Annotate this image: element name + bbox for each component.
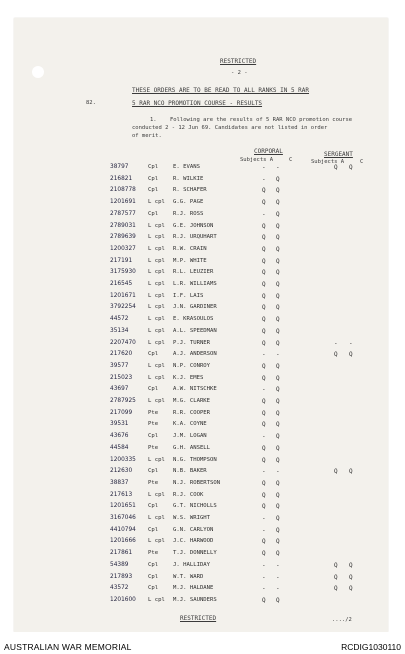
sergeant-a-result: Q: [334, 585, 338, 593]
service-number: 216821: [110, 175, 133, 182]
rank: Cpl: [148, 386, 159, 393]
corporal-a-result: -: [262, 351, 266, 359]
corporal-c-result: Q: [276, 550, 280, 558]
sergeant-c-result: -: [349, 339, 353, 347]
service-number: 1201671: [110, 292, 136, 299]
rank: L cpl: [148, 199, 165, 206]
rank: Cpl: [148, 503, 159, 510]
soldier-name: A.L. SPEEDMAN: [173, 327, 217, 334]
corporal-a-result: Q: [262, 550, 266, 558]
service-number: 2787577: [110, 210, 136, 217]
service-number: 215023: [110, 374, 133, 381]
corporal-c-result: Q: [276, 503, 280, 511]
service-number: 217613: [110, 491, 133, 498]
corporal-c-result: Q: [276, 210, 280, 218]
corporal-c-result: Q: [276, 304, 280, 312]
corporal-c-result: Q: [276, 421, 280, 429]
corporal-a-result: -: [262, 433, 266, 441]
corporal-c-result: Q: [276, 327, 280, 335]
corporal-a-result: -: [262, 386, 266, 394]
corporal-c-result: Q: [276, 444, 280, 452]
service-number: 2787925: [110, 398, 136, 404]
rank: Cpl: [148, 526, 159, 533]
soldier-name: R.J. ROSS: [173, 210, 204, 217]
rank: L cpl: [148, 491, 165, 498]
service-number: 217893: [110, 573, 133, 580]
para-line-3: of merit.: [132, 133, 162, 139]
soldier-name: R.L. LEUZIER: [173, 269, 214, 276]
soldier-name: E. KRASOULOS: [173, 316, 214, 323]
corporal-c-result: Q: [276, 222, 280, 230]
service-number: 217099: [110, 409, 133, 416]
corporal-c-result: Q: [276, 339, 280, 347]
soldier-name: R. WILKIE: [173, 175, 204, 182]
service-number: 4410794: [110, 526, 136, 533]
corporal-c-result: Q: [276, 374, 280, 382]
rank: Cpl: [148, 210, 159, 217]
rank: L cpl: [148, 222, 165, 229]
soldier-name: R. SCHAFER: [173, 187, 207, 194]
corporal-a-result: Q: [262, 491, 266, 499]
corporal-c-result: Q: [276, 515, 280, 522]
corporal-c-result: Q: [276, 398, 280, 405]
soldier-name: R.J. URQUHART: [173, 234, 217, 241]
corporal-a-result: Q: [262, 199, 266, 207]
corporal-a-result: Q: [262, 444, 266, 452]
service-number: 43676: [110, 433, 129, 440]
service-number: 38837: [110, 479, 129, 486]
corporal-c-result: Q: [276, 479, 280, 487]
soldier-name: N.B. BAKER: [173, 468, 207, 475]
corporal-a-result: Q: [262, 327, 266, 335]
corporal-a-result: Q: [262, 538, 266, 546]
corporal-c-result: Q: [276, 433, 280, 441]
soldier-name: I.F. LAIS: [173, 292, 204, 299]
rank: L cpl: [148, 316, 165, 323]
soldier-name: J.N. GARDINER: [173, 304, 217, 311]
corporal-c-result: Q: [276, 316, 280, 324]
corporal-a-result: -: [262, 526, 266, 534]
punch-hole: [32, 66, 44, 78]
soldier-name: G.T. NICHOLLS: [173, 503, 217, 510]
corporal-a-result: Q: [262, 281, 266, 288]
document-page: [14, 18, 388, 632]
corporal-a-result: Q: [262, 362, 266, 370]
soldier-name: M.J. HALDANE: [173, 585, 214, 592]
soldier-name: N.J. ROBERTSON: [173, 479, 221, 486]
service-number: 44584: [110, 444, 129, 451]
corporal-a-result: -: [262, 175, 266, 183]
soldier-name: J.M. LOGAN: [173, 433, 207, 440]
corporal-c-result: Q: [276, 526, 280, 534]
corporal-c-result: Q: [276, 292, 280, 300]
corporal-c-result: Q: [276, 257, 280, 265]
sergeant-c-result: Q: [349, 573, 353, 581]
soldier-name: W.T. WARD: [173, 573, 204, 580]
corporal-a-result: -: [262, 468, 266, 476]
archive-footer: [0, 632, 405, 654]
rank: L cpl: [148, 339, 165, 346]
sergeant-a-result: Q: [334, 468, 338, 476]
service-number: 2207470: [110, 339, 136, 346]
service-number: 1201651: [110, 503, 136, 510]
soldier-name: R.R. COOPER: [173, 409, 211, 416]
sergeant-subjects-a: Subjects A: [311, 159, 345, 165]
soldier-name: G.N. CARLYON: [173, 526, 214, 533]
corporal-a-result: -: [262, 585, 266, 593]
corporal-a-result: -: [262, 561, 266, 569]
para-line-1: Following are the results of 5 RAR NCO promotion course: [170, 117, 353, 123]
corporal-a-result: Q: [262, 503, 266, 511]
service-number: 43697: [110, 386, 129, 393]
soldier-name: L.R. WILLIAMS: [173, 281, 217, 287]
rank: Cpl: [148, 433, 159, 440]
rank: L cpl: [148, 257, 165, 264]
service-number: 2789639: [110, 234, 136, 241]
corporal-a-result: Q: [262, 456, 266, 464]
corporal-a-result: Q: [262, 187, 266, 195]
service-number: 44572: [110, 316, 129, 323]
corporal-c-result: -: [276, 468, 280, 476]
soldier-name: J. HALLIDAY: [173, 561, 211, 568]
soldier-name: M.G. CLARKE: [173, 398, 211, 404]
rank: L cpl: [148, 596, 165, 603]
service-number: 38797: [110, 164, 129, 170]
soldier-name: W.S. WRIGHT: [173, 515, 211, 521]
service-number: 54389: [110, 561, 129, 568]
rank: Cpl: [148, 468, 159, 475]
soldier-name: A.J. ANDERSON: [173, 351, 217, 358]
rank: Cpl: [148, 175, 159, 182]
service-number: 217191: [110, 257, 133, 264]
soldier-name: M.P. WHITE: [173, 257, 207, 264]
service-number: 212630: [110, 468, 133, 475]
sergeant-a-result: Q: [334, 561, 338, 569]
corporal-c-result: -: [276, 585, 280, 593]
service-number: 1200327: [110, 245, 136, 252]
continuation-marker: ..../2: [332, 617, 352, 623]
section-title: 5 RAR NCO PROMOTION COURSE - RESULTS: [132, 100, 263, 107]
corporal-c-result: Q: [276, 199, 280, 207]
corporal-a-result: -: [262, 164, 266, 171]
rank: L cpl: [148, 327, 165, 334]
soldier-name: G.H. ANSELL: [173, 444, 211, 451]
corporal-a-result: Q: [262, 245, 266, 253]
service-number: 2108778: [110, 187, 136, 194]
corporal-a-result: Q: [262, 316, 266, 324]
rank: L cpl: [148, 398, 165, 404]
corporal-c-result: Q: [276, 596, 280, 604]
corporal-a-result: Q: [262, 339, 266, 347]
corporal-a-result: Q: [262, 234, 266, 242]
soldier-name: T.J. DONNELLY: [173, 550, 217, 557]
service-number: 39531: [110, 421, 129, 428]
sergeant-a-result: Q: [334, 351, 338, 359]
corporal-a-result: Q: [262, 409, 266, 417]
rank: L cpl: [148, 538, 165, 545]
rank: Pte: [148, 421, 159, 428]
corporal-c-result: Q: [276, 386, 280, 394]
soldier-name: K.J. EMES: [173, 374, 204, 381]
corporal-c-result: Q: [276, 491, 280, 499]
sergeant-c-result: Q: [349, 164, 353, 171]
rank: L cpl: [148, 269, 165, 276]
soldier-name: P.J. TURNER: [173, 339, 211, 346]
corporal-a-result: Q: [262, 257, 266, 265]
service-number: 3792254: [110, 304, 136, 311]
service-number: 39577: [110, 362, 129, 369]
corporal-c-result: Q: [276, 187, 280, 195]
sergeant-c-result: Q: [349, 585, 353, 593]
reference-label: RCDIG1030110: [341, 642, 401, 652]
sergeant-subjects-c: C: [360, 159, 364, 165]
corporal-a-result: Q: [262, 398, 266, 405]
service-number: 1201600: [110, 596, 136, 603]
corporal-a-result: -: [262, 573, 266, 581]
service-number: 1201666: [110, 538, 136, 545]
rank: Pte: [148, 444, 159, 451]
service-number: 1200335: [110, 456, 136, 463]
rank: Cpl: [148, 187, 159, 194]
rank: L cpl: [148, 362, 165, 369]
sergeant-heading: SERGEANT: [324, 151, 353, 158]
para-line-2: conducted 2 - 12 Jun 69. Candidates are not listed in order: [132, 125, 328, 131]
corporal-a-result: -: [262, 210, 266, 218]
corporal-a-result: Q: [262, 222, 266, 230]
rank: L cpl: [148, 515, 165, 521]
rank: Cpl: [148, 351, 159, 358]
corporal-c-result: Q: [276, 175, 280, 183]
rank: L cpl: [148, 281, 165, 287]
rank: L cpl: [148, 304, 165, 311]
rank: Cpl: [148, 585, 159, 592]
orders-notice: THESE ORDERS ARE TO BE READ TO ALL RANKS IN 5 RAR: [132, 87, 310, 94]
corporal-heading: CORPORAL: [254, 148, 283, 155]
rank: L cpl: [148, 456, 165, 463]
sergeant-a-result: Q: [334, 573, 338, 581]
corporal-a-result: Q: [262, 292, 266, 300]
corporal-subjects-a: Subjects A: [240, 157, 274, 163]
corporal-a-result: Q: [262, 596, 266, 604]
sergeant-c-result: Q: [349, 561, 353, 569]
corporal-c-result: Q: [276, 538, 280, 546]
soldier-name: N.G. THOMPSON: [173, 456, 217, 463]
corporal-a-result: Q: [262, 479, 266, 487]
corporal-c-result: Q: [276, 281, 280, 288]
rank: L cpl: [148, 245, 165, 252]
soldier-name: K.A. COYNE: [173, 421, 207, 428]
corporal-c-result: Q: [276, 409, 280, 417]
corporal-a-result: Q: [262, 421, 266, 429]
sergeant-a-result: -: [334, 339, 338, 347]
corporal-c-result: -: [276, 164, 280, 171]
classification-bottom: RESTRICTED: [180, 615, 217, 622]
section-number: 82.: [86, 100, 96, 106]
corporal-a-result: Q: [262, 269, 266, 277]
corporal-c-result: Q: [276, 456, 280, 464]
soldier-name: J.C. HARWOOD: [173, 538, 214, 545]
corporal-c-result: Q: [276, 269, 280, 277]
sergeant-a-result: Q: [334, 164, 338, 171]
rank: Pte: [148, 550, 159, 557]
corporal-a-result: Q: [262, 374, 266, 382]
corporal-subjects-c: C: [289, 157, 293, 163]
service-number: 217620: [110, 351, 133, 358]
soldier-name: R.J. COOK: [173, 491, 204, 498]
service-number: 43572: [110, 585, 129, 592]
corporal-a-result: Q: [262, 304, 266, 312]
soldier-name: R.W. CRAIN: [173, 245, 207, 252]
corporal-c-result: Q: [276, 245, 280, 253]
service-number: 217861: [110, 550, 133, 557]
soldier-name: G.E. JOHNSON: [173, 222, 214, 229]
institution-label: AUSTRALIAN WAR MEMORIAL: [4, 642, 132, 652]
soldier-name: M.J. SAUNDERS: [173, 596, 217, 603]
corporal-c-result: -: [276, 561, 280, 569]
service-number: 3175930: [110, 269, 136, 276]
corporal-c-result: Q: [276, 234, 280, 242]
service-number: 1201691: [110, 199, 136, 206]
rank: Pte: [148, 479, 159, 486]
service-number: 3167046: [110, 515, 136, 521]
rank: Cpl: [148, 164, 159, 170]
soldier-name: A.W. NITSCHKE: [173, 386, 217, 393]
soldier-name: E. EVANS: [173, 164, 200, 170]
corporal-c-result: -: [276, 351, 280, 359]
classification-top: RESTRICTED: [220, 58, 257, 65]
service-number: 2789031: [110, 222, 136, 229]
service-number: 35134: [110, 327, 129, 334]
soldier-name: N.P. CONROY: [173, 362, 211, 369]
corporal-a-result: -: [262, 515, 266, 522]
rank: Cpl: [148, 573, 159, 580]
soldier-name: G.G. PAGE: [173, 199, 204, 206]
corporal-c-result: Q: [276, 362, 280, 370]
rank: L cpl: [148, 374, 165, 381]
page-number: - 2 -: [231, 70, 248, 76]
rank: L cpl: [148, 234, 165, 241]
corporal-c-result: -: [276, 573, 280, 581]
para-number: 1.: [150, 117, 157, 123]
rank: Pte: [148, 409, 159, 416]
rank: Cpl: [148, 561, 159, 568]
sergeant-c-result: Q: [349, 351, 353, 359]
service-number: 216545: [110, 281, 133, 287]
rank: L cpl: [148, 292, 165, 299]
sergeant-c-result: Q: [349, 468, 353, 476]
